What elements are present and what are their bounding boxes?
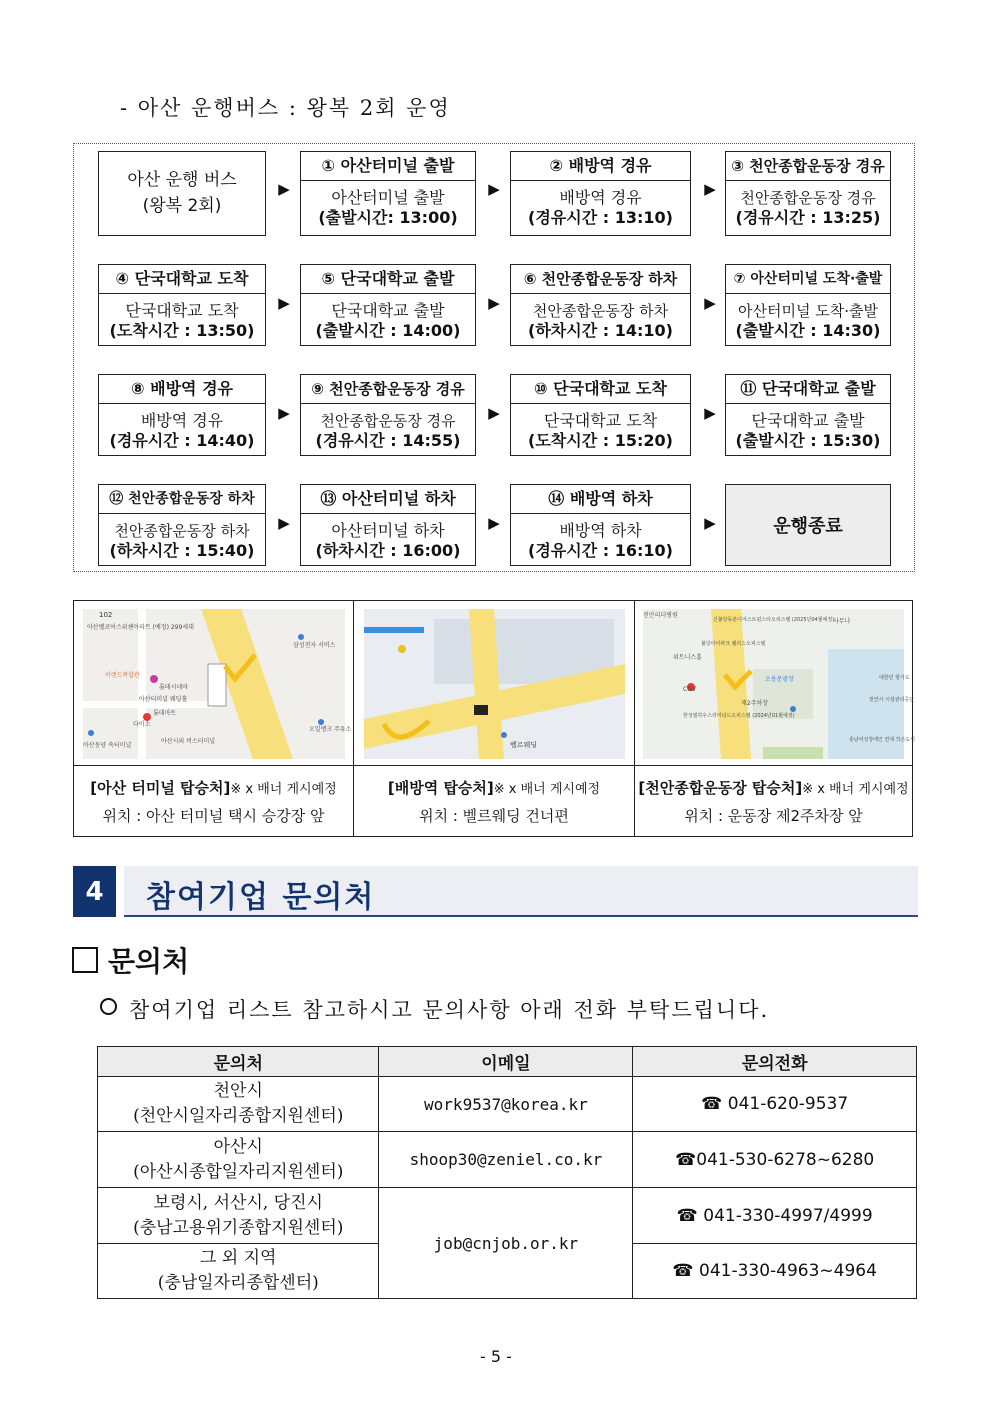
phone-cell[interactable]: ☎041-530-6278~6280 (633, 1132, 917, 1188)
org-center: (충남고용위기종합지원센터) (133, 1217, 344, 1238)
arrow-icon: ▶ (278, 294, 290, 312)
map1-label: 102 (99, 611, 113, 619)
step-desc: 천안종합운동장 경유 (320, 412, 456, 430)
step-desc: 단국대학교 출발 (751, 411, 865, 430)
route-step-2 (510, 151, 691, 236)
step-desc: 천안종합운동장 경유 (740, 189, 876, 207)
step-title: ⑫ 천안종합운동장 하차 (99, 485, 265, 514)
map-title: [아산 터미널 탑승처] (90, 779, 231, 797)
caption-separator (354, 765, 634, 766)
header-phone: 문의전화 (633, 1047, 917, 1077)
org-cell (98, 1188, 379, 1244)
caption-separator (74, 765, 353, 766)
step-time: (경유시간 : 13:10) (528, 208, 673, 227)
map3-label: 충남여성장애인 연대 작은도서 (849, 737, 915, 743)
step-time: (하차시간 : 16:00) (315, 541, 461, 560)
arrow-icon: ▶ (704, 294, 716, 312)
org-center: (아산시종합일자리지원센터) (133, 1161, 344, 1182)
map3-label: 신불당동분디어스트윈스타오피스텔 (2025년04월예정) (713, 617, 835, 623)
map-note: ※ x 배너 게시예정 (493, 782, 601, 797)
route-step-8 (98, 374, 266, 456)
step-time: (출발시간 : 14:00) (315, 321, 461, 340)
section-title: 참여기업 문의처 (146, 880, 376, 915)
arrow-icon: ▶ (488, 514, 500, 532)
map1-label: 아산벨코어스위첸아파트 (예정) 299세대 (87, 624, 194, 631)
arrow-icon: ▶ (278, 180, 290, 198)
map1-label: 아산동양 속터미널 (83, 742, 132, 749)
map-title: [천안종합운동장 탑승처] (638, 779, 803, 797)
route-frame (73, 143, 915, 572)
map1-label: 이랜드복합관 (105, 672, 140, 679)
route-step-3 (725, 151, 891, 236)
contact-table (97, 1046, 917, 1299)
table-row (98, 1188, 917, 1244)
map3-label: 한성필하우스리미티드오피스텔 (2024년01월예정) (683, 713, 795, 719)
intro-line: - 아산 운행버스 : 왕복 2회 운영 (120, 96, 451, 120)
table-row (98, 1077, 917, 1132)
arrow-icon: ▶ (488, 180, 500, 198)
step-time: (경유시간 : 14:55) (315, 431, 461, 450)
map3-label: 천안시 시설관리공단 (869, 697, 915, 703)
step-title: ⑪ 단국대학교 출발 (726, 375, 890, 404)
step-time: (하차시간 : 15:40) (109, 541, 255, 560)
step-title: ⑩ 단국대학교 도착 (511, 375, 690, 404)
map1-label: 다이소 (133, 721, 151, 728)
route-step-10 (510, 374, 691, 456)
map1-label: 오일뱅크 주유소 (309, 726, 352, 733)
map3-label: 오용문광장 (765, 676, 794, 683)
route-step-1 (300, 151, 476, 236)
route-step-11 (725, 374, 891, 456)
map3-label: 천안리더병원 (643, 612, 678, 619)
step-time: (출발시간 : 15:30) (735, 431, 881, 450)
step-time: (도착시간 : 15:20) (528, 431, 673, 450)
org-name: 아산시 (213, 1136, 263, 1157)
step-desc: 천안종합운동장 하차 (114, 522, 250, 540)
step-time: (경유시간 : 13:25) (735, 208, 881, 227)
map-image-baebang (364, 609, 624, 759)
step-time: (도착시간 : 13:50) (109, 321, 255, 340)
section-number: 4 (73, 866, 116, 917)
arrow-icon: ▶ (704, 404, 716, 422)
map-cell-asan-terminal (74, 601, 354, 836)
step-desc: 배방역 경유 (140, 411, 224, 430)
arrow-icon: ▶ (488, 404, 500, 422)
arrow-icon: ▶ (704, 514, 716, 532)
map-image-cheonan-stadium (643, 609, 915, 759)
org-cell (98, 1077, 379, 1132)
arrow-icon: ▶ (488, 294, 500, 312)
map-location: 위치 : 아산 터미널 택시 승강장 앞 (102, 807, 325, 825)
route-end-box: 운행종료 (725, 484, 891, 566)
map-caption-title (635, 777, 912, 798)
step-time: (출발시간 : 14:30) (735, 321, 881, 340)
arrow-icon: ▶ (278, 514, 290, 532)
step-title: ⑨ 천안종합운동장 경유 (301, 375, 475, 404)
step-title: ⑭ 배방역 하차 (511, 485, 690, 514)
route-start-line2: (왕복 2회) (142, 196, 222, 216)
map1-label: 아산시외 버스터미널 (161, 738, 216, 745)
step-title: ⑬ 아산터미널 하차 (301, 485, 475, 514)
page-number: - 5 - (480, 1347, 512, 1366)
step-title: ② 배방역 경유 (511, 152, 690, 181)
route-step-7 (725, 264, 891, 346)
subheading (72, 940, 189, 980)
route-step-13 (300, 484, 476, 566)
email-cell[interactable]: work9537@korea.kr (379, 1077, 633, 1132)
org-name: 보령시, 서산시, 당진시 (153, 1192, 323, 1213)
header-email: 이메일 (379, 1047, 633, 1077)
map-location: 위치 : 운동장 제2주차장 앞 (684, 807, 863, 825)
step-title: ⑦ 아산터미널 도착·출발 (726, 265, 890, 294)
route-step-14 (510, 484, 691, 566)
arrow-icon: ▶ (278, 404, 290, 422)
map1-label: 삼성전자 서비스 (293, 642, 336, 649)
map-caption-title (74, 777, 353, 798)
map3-label: 제2주차장 (741, 700, 769, 707)
map3-label: 불당아이파크 웰리스오피스텔 (701, 641, 766, 647)
phone-cell[interactable]: ☎ 041-620-9537 (633, 1077, 917, 1132)
step-desc: 단국대학교 도착 (543, 411, 658, 430)
org-name: 그 외 지역 (199, 1248, 277, 1268)
step-desc: 단국대학교 출발 (331, 301, 445, 320)
map1-label: 아산터미널 웨딩홀 (139, 696, 188, 703)
bullet-line (100, 994, 769, 1024)
email-cell[interactable]: job@cnjob.or.kr (379, 1188, 633, 1299)
step-time: (하차시간 : 14:10) (528, 321, 673, 340)
step-title: ⑧ 배방역 경유 (99, 375, 265, 404)
step-time: (경유시간 : 16:10) (528, 541, 673, 560)
bullet-text: 참여기업 리스트 참고하시고 문의사항 아래 전화 부탁드립니다. (129, 998, 770, 1022)
arrow-icon: ▶ (704, 180, 716, 198)
org-name: 천안시 (213, 1081, 263, 1101)
map-panel (73, 600, 913, 837)
step-time: (경유시간 : 14:40) (109, 431, 255, 450)
map1-label: 롯데시네마 (159, 684, 188, 691)
map3-label: CGV (683, 686, 696, 693)
subheading-text: 문의처 (108, 945, 190, 978)
step-title: ④ 단국대학교 도착 (99, 265, 265, 294)
map-cell-baebang (354, 601, 635, 836)
route-step-5 (300, 264, 476, 346)
step-title: ③ 천안종합운동장 경유 (726, 152, 890, 181)
map-note: ※ x 배너 게시예정 (802, 782, 909, 797)
step-desc: 아산터미널 하차 (331, 521, 445, 540)
map2-label: 벨르웨딩 (510, 741, 538, 749)
phone-cell[interactable]: ☎ 041-330-4963~4964 (633, 1244, 917, 1299)
map3-label: 대한민 항기도 (879, 675, 910, 681)
step-title: ⑥ 천안종합운동장 하차 (511, 265, 690, 294)
checkbox-square-icon (72, 947, 98, 973)
map-note: ※ x 배너 게시예정 (230, 782, 337, 797)
map-caption-title (354, 777, 634, 798)
circle-bullet-icon (100, 998, 117, 1015)
step-time: (출발시간: 13:00) (318, 208, 458, 227)
step-desc: 배방역 경유 (559, 188, 642, 207)
route-start-line1: 아산 운행 버스 (127, 170, 237, 190)
map-title: [배방역 탑승처] (387, 779, 494, 797)
caption-separator (635, 765, 912, 766)
step-desc: 천안종합운동장 하차 (532, 302, 669, 320)
step-title: ① 아산터미널 출발 (301, 152, 475, 181)
route-step-12 (98, 484, 266, 566)
map1-label: 롯데마트 (153, 710, 177, 717)
table-row (98, 1132, 917, 1188)
step-desc: 아산터미널 도착·출발 (738, 302, 878, 320)
phone-cell[interactable]: ☎ 041-330-4997/4999 (633, 1188, 917, 1244)
section-header-bar (124, 866, 918, 917)
step-title: ⑤ 단국대학교 출발 (301, 265, 475, 294)
map3-label: 위트니스홈 (673, 654, 702, 661)
map-location: 위치 : 벨르웨딩 건너편 (419, 807, 569, 825)
route-step-6 (510, 264, 691, 346)
step-desc: 배방역 하차 (559, 521, 642, 540)
org-cell (98, 1244, 379, 1299)
org-center: (충남일자리종합센터) (157, 1273, 319, 1293)
route-step-9 (300, 374, 476, 456)
route-start-box (98, 151, 266, 236)
email-cell[interactable]: shoop30@zeniel.co.kr (379, 1132, 633, 1188)
route-step-4 (98, 264, 266, 346)
map-cell-cheonan-stadium (635, 601, 915, 836)
header-org: 문의처 (98, 1047, 379, 1077)
step-desc: 단국대학교 도착 (125, 301, 239, 320)
org-center: (천안시일자리종합지원센터) (133, 1106, 344, 1126)
org-cell (98, 1132, 379, 1188)
map3-label: 사무나 (833, 618, 851, 625)
map-image-asan-terminal (83, 609, 352, 759)
table-header-row (98, 1047, 917, 1077)
step-desc: 아산터미널 출발 (331, 188, 445, 207)
